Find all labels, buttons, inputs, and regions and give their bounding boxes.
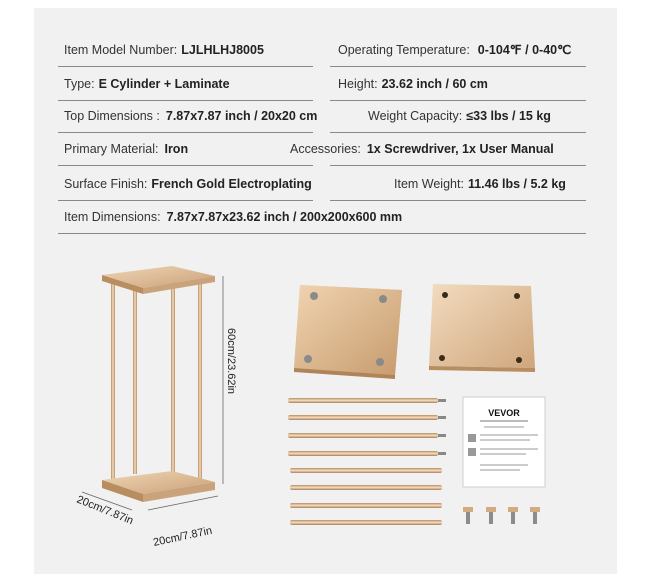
screw (379, 295, 387, 303)
capacity-value: ≤33 lbs / 15 kg (466, 108, 551, 123)
spec-row-finish (58, 167, 586, 201)
spec-finish (64, 167, 312, 200)
top-plate-part-image (290, 280, 410, 380)
rod (288, 433, 446, 438)
divider (58, 165, 313, 166)
height-value: 23.62 inch / 60 cm (381, 76, 488, 91)
hole (442, 292, 448, 298)
topdim-value: 7.87x7.87 inch / 20x20 cm (165, 108, 318, 123)
screw (310, 292, 318, 300)
material-label: Primary Material: (64, 141, 159, 156)
screw (304, 355, 312, 363)
height-label: Height: (338, 76, 378, 91)
spec-weight (394, 167, 566, 200)
temp-value: 0-104℉ / 0-40℃ (477, 43, 572, 57)
weight-value: 11.46 lbs / 5.2 kg (467, 176, 566, 191)
rod (288, 415, 446, 420)
hole (514, 293, 520, 299)
type-label: Type: (64, 76, 95, 91)
rod (171, 274, 175, 474)
divider (330, 165, 586, 166)
manual-brand-logo: VEVOR (488, 408, 520, 418)
screw (508, 507, 518, 524)
spec-material (64, 132, 188, 165)
spec-temp (338, 33, 571, 66)
depth-dimension-label: 20cm/7.87in (74, 493, 135, 528)
rod (290, 520, 442, 525)
type-value: E Cylinder + Laminate (98, 76, 230, 91)
topdim-label: Top Dimensions : (64, 108, 160, 123)
weight-label: Item Weight: (394, 176, 464, 191)
accessories-value: 1x Screwdriver, 1x User Manual (366, 141, 554, 156)
screw (463, 507, 473, 524)
spec-type (64, 67, 230, 100)
model-label: Item Model Number: (64, 42, 178, 57)
model-value: LJLHLHJ8005 (181, 42, 264, 57)
temp-label: Operating Temperature: (338, 42, 470, 57)
rod (288, 451, 446, 456)
screw (530, 507, 540, 524)
user-manual-image (462, 396, 546, 488)
rod (198, 282, 202, 484)
spec-top-dimensions (64, 99, 317, 132)
spec-row-material (58, 132, 586, 166)
assembled-stand-image (70, 258, 260, 558)
spec-capacity (368, 99, 551, 132)
screw (486, 507, 496, 524)
spec-row-item-dimensions (58, 200, 586, 234)
rod (290, 485, 442, 490)
screw (376, 358, 384, 366)
rods-part-image (284, 395, 450, 530)
spec-item-dimensions (64, 200, 402, 233)
spec-accessories (290, 132, 554, 165)
hole (516, 357, 522, 363)
rod (133, 274, 137, 474)
spec-model (64, 33, 264, 66)
spec-height (338, 67, 488, 100)
bottom-plate-part-image (427, 280, 542, 375)
height-dimension-label: 60cm/23.62in (225, 328, 237, 395)
finish-value: French Gold Electroplating (151, 176, 312, 191)
itemdim-label: Item Dimensions: (64, 209, 161, 224)
accessories-label: Accessories: (290, 141, 361, 156)
spec-row-top-dimensions (58, 99, 586, 133)
width-dimension-label: 20cm/7.87in (152, 524, 214, 549)
screws-image (462, 505, 552, 527)
rod (111, 280, 115, 480)
rod (288, 398, 446, 403)
divider (58, 233, 586, 234)
spec-row-type (58, 67, 586, 101)
finish-label: Surface Finish: (64, 176, 148, 191)
itemdim-value: 7.87x7.87x23.62 inch / 200x200x600 mm (166, 209, 403, 224)
rod (290, 503, 442, 508)
capacity-label: Weight Capacity: (368, 108, 463, 123)
hole (439, 355, 445, 361)
rod (290, 468, 442, 473)
material-value: Iron (164, 141, 189, 156)
spec-row-model (58, 33, 586, 67)
